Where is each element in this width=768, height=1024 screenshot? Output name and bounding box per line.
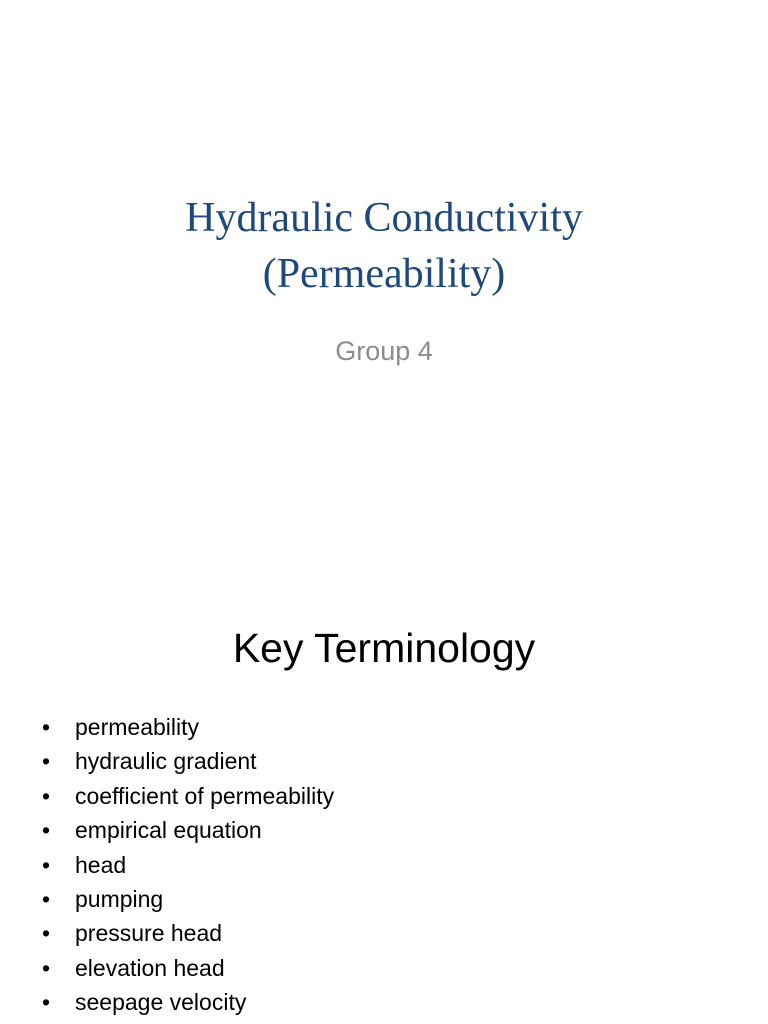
list-item [42,848,334,882]
list-item-text: empirical equation [75,817,262,844]
list-item [42,951,334,985]
list-item [42,985,334,1019]
list-item-text: pumping [75,886,164,913]
list-item-text: permeability [75,714,199,740]
list-item [42,813,334,847]
terminology-list [42,710,334,1020]
slide-title [0,190,768,302]
list-item [42,916,334,950]
list-item [42,882,334,916]
bullet-icon: • [42,989,51,1016]
slide-subtitle: Group 4 [335,336,433,366]
terminology-slide [0,576,768,1024]
bullet-icon: • [42,920,51,947]
bullet-icon: • [42,851,51,878]
list-item [42,779,334,813]
bullet-icon: • [42,782,51,809]
list-item-text: coefficient of permeability [75,782,335,809]
slide-heading: Key Terminology [232,625,536,671]
slide-title-line-1: Hydraulic Conductivity [185,195,583,241]
list-item [42,710,334,744]
slide-title-line-2: (Permeability) [262,251,506,297]
bullet-icon: • [42,748,51,775]
bullet-icon: • [42,714,51,740]
list-item-text: pressure head [75,920,223,947]
list-item-text: seepage velocity [75,989,247,1016]
list-item-text: hydraulic gradient [75,748,257,775]
list-item [42,744,334,778]
list-item-text: head [75,851,127,878]
bullet-icon: • [42,954,51,981]
list-item-text: elevation head [75,954,225,981]
bullet-icon: • [42,886,51,913]
bullet-icon: • [42,817,51,844]
